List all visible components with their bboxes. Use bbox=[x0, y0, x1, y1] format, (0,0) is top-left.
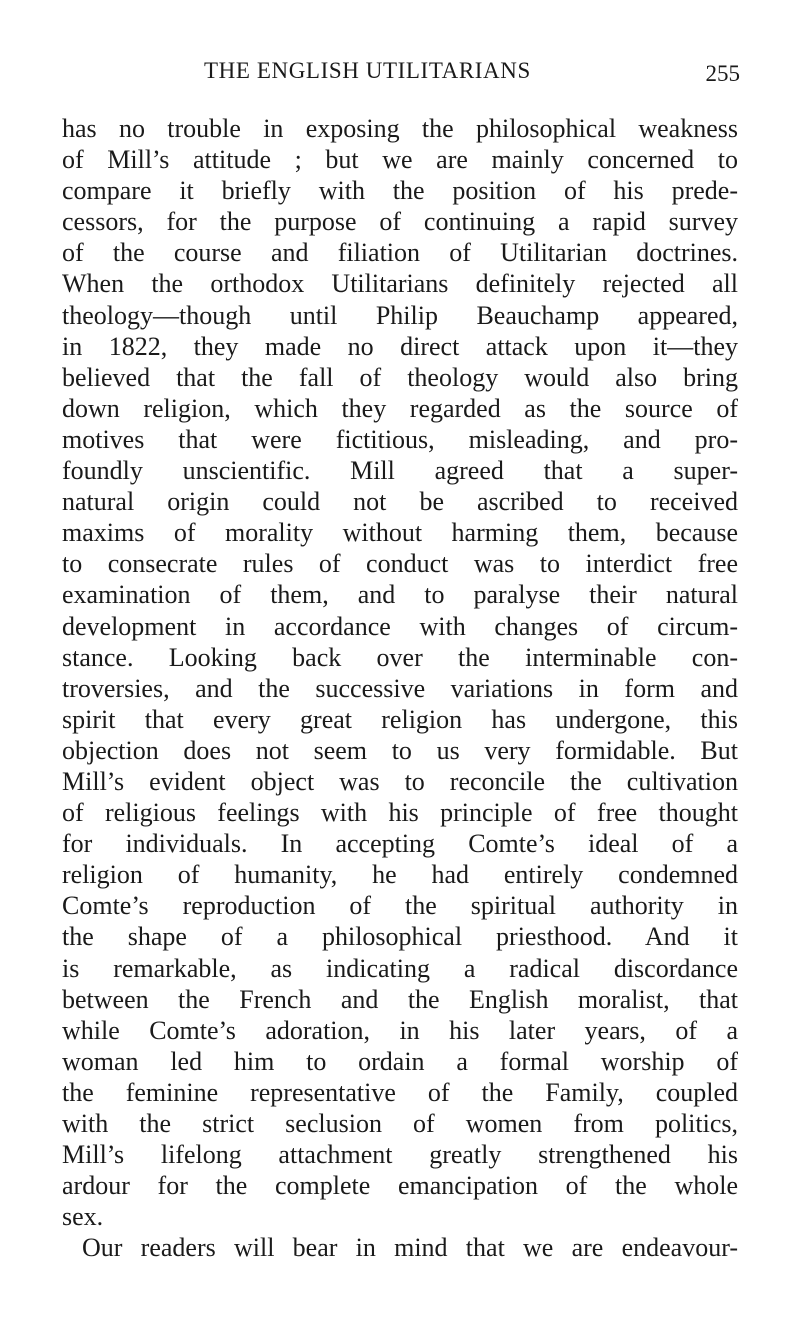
running-title: THE ENGLISH UTILITARIANS bbox=[204, 58, 531, 83]
text-line: the shape of a philosophical priesthood. And it bbox=[62, 922, 738, 952]
text-line: motives that were fictitious, misleading, and pro- bbox=[62, 424, 738, 454]
text-line: with the strict seclusion of women from politics, bbox=[62, 1109, 738, 1138]
text-line: religion of humanity, he had entirely condemned bbox=[62, 860, 738, 890]
text-line: foundly unscientific. Mill agreed that a super- bbox=[62, 456, 738, 486]
text-line: ardour for the complete emancipation of the whole bbox=[62, 1171, 738, 1201]
text-line: development in accordance with changes of circum- bbox=[62, 611, 738, 641]
text-line: while Comte’s adoration, in his later years, of a bbox=[62, 1015, 738, 1045]
text-line: believed that the fall of theology would also bring bbox=[62, 362, 738, 392]
text-line: Mill’s evident object was to reconcile the cultivation bbox=[62, 766, 738, 796]
text-line: maxims of morality without harming them, because bbox=[62, 518, 738, 548]
text-line: for individuals. In accepting Comte’s ideal of a bbox=[62, 829, 738, 859]
text-line: of Mill’s attitude ; but we are mainly concerned to bbox=[62, 145, 738, 175]
text-line: examination of them, and to paralyse their natural bbox=[62, 580, 738, 610]
text-line: to consecrate rules of conduct was to interdict free bbox=[62, 549, 738, 579]
text-line: Mill’s lifelong attachment greatly strengthened his bbox=[62, 1140, 738, 1170]
text-line: is remarkable, as indicating a radical discordance bbox=[62, 953, 738, 983]
text-line: down religion, which they regarded as the source of bbox=[62, 393, 738, 423]
text-line: theology—though until Philip Beauchamp appeared, bbox=[62, 300, 738, 330]
text-line: between the French and the English moralist, that bbox=[62, 984, 738, 1014]
text-line: sex. bbox=[62, 1202, 104, 1232]
body-text bbox=[62, 113, 738, 1263]
text-line: spirit that every great religion has undergone, this bbox=[62, 704, 738, 734]
text-line: in 1822, they made no direct attack upon it—they bbox=[62, 331, 738, 361]
running-head bbox=[60, 58, 740, 92]
text-line: Comte’s reproduction of the spiritual authority in bbox=[62, 891, 738, 921]
text-line: compare it briefly with the position of his prede- bbox=[62, 176, 738, 206]
text-line: stance. Looking back over the interminable con- bbox=[62, 642, 738, 672]
text-line: objection does not seem to us very formidable. But bbox=[62, 735, 738, 765]
text-line: Our readers will bear in mind that we are endeavour- bbox=[82, 1233, 738, 1263]
text-line: When the orthodox Utilitarians definitely rejected all bbox=[62, 269, 738, 299]
page-number: 255 bbox=[705, 61, 740, 86]
text-line: of religious feelings with his principle of free thought bbox=[62, 798, 738, 828]
text-line: natural origin could not be ascribed to received bbox=[62, 487, 738, 517]
text-line: woman led him to ordain a formal worship of bbox=[62, 1046, 738, 1076]
text-line: of the course and filiation of Utilitarian doctrines. bbox=[62, 238, 738, 268]
text-line: the feminine representative of the Family, coupled bbox=[62, 1077, 738, 1107]
text-line: cessors, for the purpose of continuing a rapid survey bbox=[62, 207, 738, 237]
text-line: has no trouble in exposing the philosophical weakness bbox=[62, 114, 738, 143]
text-line: troversies, and the successive variations in form and bbox=[62, 673, 738, 703]
